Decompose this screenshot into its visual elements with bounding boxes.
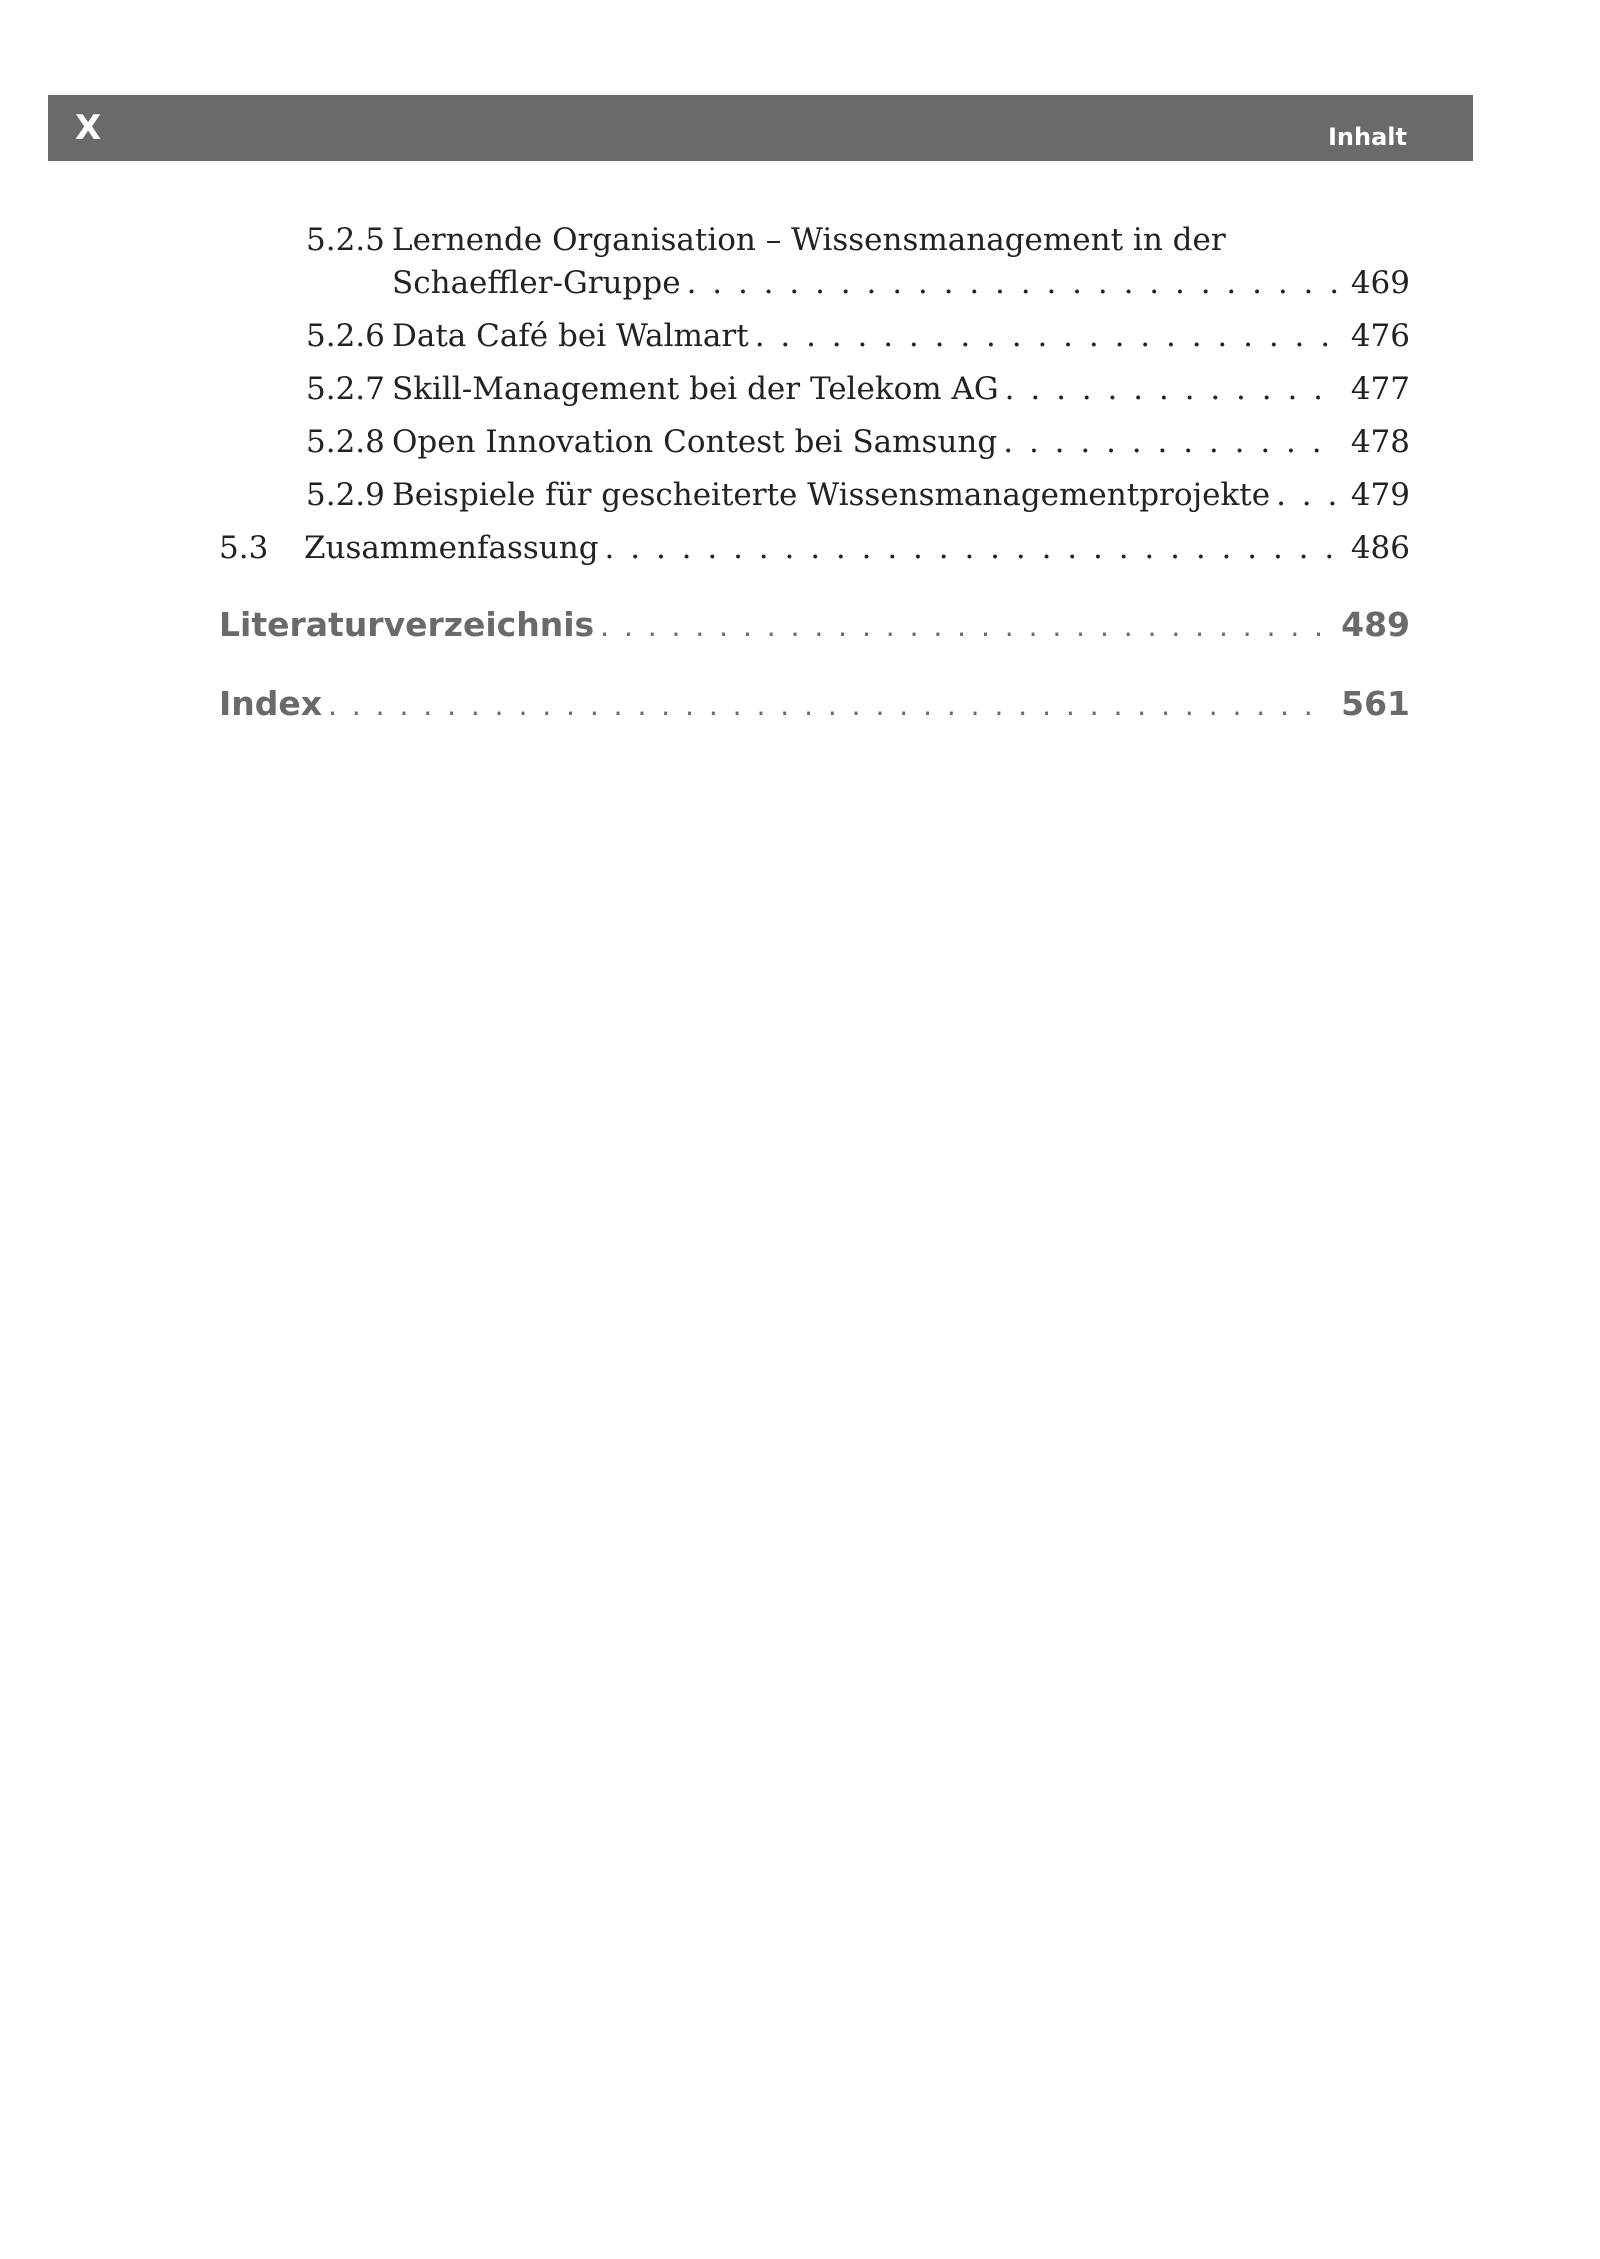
toc-major-title: Index xyxy=(219,684,323,723)
toc-entry-title: Beispiele für gescheiterte Wissensmanagementprojekte xyxy=(392,477,1271,513)
toc-entry-number: 5.3 xyxy=(219,530,269,566)
dot-leader xyxy=(681,261,1340,305)
toc-entry[interactable] xyxy=(306,473,1410,517)
toc-entry-page: 478 xyxy=(1350,424,1410,460)
toc-major-title: Literaturverzeichnis xyxy=(219,605,595,644)
toc-entry[interactable] xyxy=(306,218,1410,306)
toc-entry-number: 5.2.5 xyxy=(306,222,385,258)
toc-major-entry[interactable] xyxy=(219,682,1410,728)
dot-leader xyxy=(594,605,1330,649)
toc-entry[interactable] xyxy=(219,526,1410,570)
toc-entry-lastline xyxy=(392,420,1410,464)
toc-entry[interactable] xyxy=(306,420,1410,464)
toc-entry-page: 477 xyxy=(1350,371,1410,407)
dot-leader xyxy=(999,367,1340,411)
toc-major-page: 489 xyxy=(1341,605,1410,644)
toc-entry-title: Zusammenfassung xyxy=(304,530,599,566)
toc-entry-number: 5.2.6 xyxy=(306,318,385,354)
toc-entry-number: 5.2.7 xyxy=(306,371,385,407)
toc-entry-lastline xyxy=(392,261,1410,305)
dot-leader xyxy=(997,420,1340,464)
toc-entry-page: 476 xyxy=(1350,318,1410,354)
page-number: X xyxy=(75,108,102,148)
toc-entry-page: 469 xyxy=(1350,265,1410,301)
toc-entry-page: 486 xyxy=(1350,530,1410,566)
toc-entry-title: Open Innovation Contest bei Samsung xyxy=(392,424,998,460)
toc-entry-lastline xyxy=(392,367,1410,411)
toc-entry-title: Schaeffler-Gruppe xyxy=(392,265,681,301)
toc-entry-number: 5.2.9 xyxy=(306,477,385,513)
running-header-title: Inhalt xyxy=(1328,123,1407,151)
toc-major-entry[interactable] xyxy=(219,603,1410,649)
dot-leader xyxy=(599,526,1340,570)
toc-major-page: 561 xyxy=(1341,684,1410,723)
toc-entry-number: 5.2.8 xyxy=(306,424,385,460)
toc-entry-lastline xyxy=(392,314,1410,358)
toc-entry[interactable] xyxy=(306,314,1410,358)
toc-entry-title-line: Lernende Organisation – Wissensmanagement in der xyxy=(392,222,1226,258)
toc-entry-title: Skill-Management bei der Telekom AG xyxy=(392,371,999,407)
dot-leader xyxy=(749,314,1340,358)
toc-entry-lastline xyxy=(304,526,1410,570)
toc-entry[interactable] xyxy=(306,367,1410,411)
toc-entry-lastline xyxy=(392,473,1410,517)
dot-leader xyxy=(322,684,1330,728)
toc-entry-page: 479 xyxy=(1350,477,1410,513)
dot-leader xyxy=(1270,473,1340,517)
toc-entry-title: Data Café bei Walmart xyxy=(392,318,749,354)
